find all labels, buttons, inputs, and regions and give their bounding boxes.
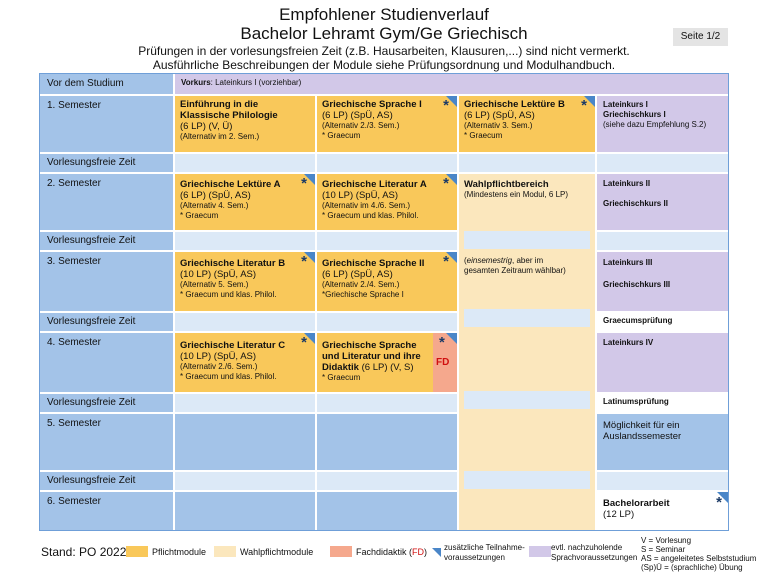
legend-fd-text: Fachdidaktik ( [356, 547, 413, 557]
row-label-semester-4: 4. Semester [40, 333, 173, 392]
legend-zusaetzlich-line: voraussetzungen [444, 553, 505, 562]
legend-fd-close: ) [424, 547, 428, 557]
vorkurs-cell [175, 74, 728, 94]
module-title: Griechische Lektüre A [180, 179, 281, 190]
module-einfuehrung-philologie [175, 96, 315, 152]
module-requirement: * Graecum [464, 131, 503, 140]
language-course: Griechischkurs II [603, 199, 668, 208]
language-course: Lateinkurs II [603, 179, 651, 188]
module-sprache-literatur-didaktik [317, 333, 433, 392]
module-title: Griechische Sprache [322, 340, 417, 351]
graecum-exam-cell [597, 313, 728, 331]
legend-swatch-fachdidaktik [330, 546, 352, 557]
language-course: Lateinkurs I [603, 100, 648, 109]
module-title: Einführung in die [180, 99, 259, 110]
vorkurs-text: : Lateinkurs I (vorziehbar) [210, 78, 302, 87]
module-title: Griechische Sprache II [322, 258, 425, 269]
legend-fachdidaktik [356, 547, 427, 558]
empty-cell [175, 313, 315, 331]
legend-fd-red: FD [412, 547, 425, 557]
language-cell-semester-2 [597, 174, 728, 230]
empty-cell [317, 472, 457, 490]
module-credits: (10 LP) (SpÜ, AS) [322, 190, 399, 201]
module-alternative: (Alternativ im 2. Sem.) [180, 132, 260, 141]
wahlpflicht-title: Wahlpflichtbereich [464, 179, 549, 190]
module-griechische-literatur-a [317, 174, 457, 230]
row-label-vor-dem-studium: Vor dem Studium [40, 74, 173, 94]
module-title: Didaktik [322, 362, 359, 373]
legend-wahlpflicht: Wahlpflichtmodule [240, 547, 314, 557]
empty-cell [317, 414, 457, 470]
empty-cell [175, 154, 315, 172]
language-cell-semester-3 [597, 252, 728, 311]
legend-evt-line: evtl. nachzuholende [551, 543, 623, 552]
wahlpflicht-subtitle: (Mindestens ein Modul, 6 LP) [464, 190, 569, 199]
legend-triangle-icon [432, 548, 441, 557]
empty-cell [317, 232, 457, 250]
note-exams: Prüfungen in der vorlesungsfreien Zeit (z.B. Hausarbeiten, Klausuren,...) sind nicht vermerkt. [138, 44, 630, 58]
language-course: Griechischkurs I [603, 110, 666, 119]
module-title: Griechische Lektüre B [464, 99, 565, 110]
row-label-vorlesungsfrei-1: Vorlesungsfreie Zeit [40, 154, 173, 172]
row-label-vorlesungsfrei-2: Vorlesungsfreie Zeit [40, 232, 173, 250]
abbreviation: V = Vorlesung [641, 536, 692, 545]
legend-swatch-wahlpflicht [214, 546, 236, 557]
legend-swatch-pflicht [126, 546, 148, 557]
latinum-exam-cell [597, 394, 728, 412]
row-label-semester-5: 5. Semester [40, 414, 173, 470]
module-griechische-sprache-2 [317, 252, 457, 311]
module-alternative: (Alternativ 2./3. Sem.) [322, 121, 400, 130]
row-label-semester-3: 3. Semester [40, 252, 173, 311]
empty-cell [459, 154, 595, 172]
module-requirement: * Graecum [322, 373, 361, 382]
module-alternative: (Alternativ 2./4. Sem.) [322, 280, 400, 289]
wahlpflicht-note-italic: einsemestrig [466, 256, 513, 265]
module-credits: (10 LP) (SpÜ, AS) [180, 269, 257, 280]
module-credits: (6 LP) (V, Ü) [180, 121, 233, 132]
auslandssemester-text: Möglichkeit für ein [603, 420, 680, 431]
empty-cell [317, 394, 457, 412]
empty-cell [597, 472, 728, 490]
asterisk-icon: * [443, 175, 449, 192]
module-credits: (10 LP) (SpÜ, AS) [180, 351, 257, 362]
module-title: Griechische Literatur C [180, 340, 286, 351]
prerequisite-marker-icon [446, 333, 457, 344]
abbreviation: AS = angeleitetes Selbststudium [641, 554, 757, 563]
vorkurs-bold: Vorkurs [181, 78, 211, 87]
module-alternative: (Alternativ 2./6. Sem.) [180, 362, 258, 371]
language-cell-semester-1 [597, 96, 728, 152]
language-course: Lateinkurs IV [603, 338, 654, 347]
page-indicator: Seite 1/2 [673, 28, 728, 46]
graecum-exam: Graecumsprüfung [603, 316, 673, 325]
legend-sprachvoraussetzungen [551, 543, 637, 563]
wahlpflicht-break [464, 471, 590, 489]
module-title: Griechische Literatur A [322, 179, 427, 190]
module-credits: (6 LP) (V, S) [358, 362, 414, 373]
asterisk-icon: * [581, 97, 587, 114]
asterisk-icon: * [443, 97, 449, 114]
empty-cell [175, 492, 315, 530]
module-title: und Literatur und ihre [322, 351, 421, 362]
stand-label: Stand: PO 2022 [41, 545, 127, 559]
empty-cell [597, 232, 728, 250]
row-label-semester-2: 2. Semester [40, 174, 173, 230]
legend-zusaetzlich-line: zusätzliche Teilnahme- [444, 543, 525, 552]
auslandssemester-text: Auslandssemester [603, 431, 682, 442]
legend-evt-line: Sprachvoraussetzungen [551, 553, 638, 562]
module-requirement: *Griechische Sprache I [322, 290, 404, 299]
module-griechische-literatur-c [175, 333, 315, 392]
module-alternative: (Alternativ 4. Sem.) [180, 201, 249, 210]
language-course: Griechischkurs III [603, 280, 671, 289]
module-griechische-lektuere-b [459, 96, 595, 152]
asterisk-icon: * [716, 494, 722, 511]
study-plan-grid [39, 73, 729, 531]
empty-cell [175, 232, 315, 250]
auslandssemester-cell [597, 414, 728, 470]
latinum-exam: Latinumsprüfung [603, 397, 669, 406]
module-alternative: (Alternativ im 4./6. Sem.) [322, 201, 411, 210]
legend-swatch-sprachvoraussetzungen [529, 546, 551, 557]
wahlpflicht-break [464, 309, 590, 327]
module-credits: (6 LP) (SpÜ, AS) [322, 110, 393, 121]
module-griechische-sprache-1 [317, 96, 457, 152]
row-label-semester-6: 6. Semester [40, 492, 173, 530]
fachdidaktik-marker [433, 333, 457, 392]
module-alternative: (Alternativ 3. Sem.) [464, 121, 533, 130]
asterisk-icon: * [301, 253, 307, 270]
wahlpflicht-note-text: gesamten Zeitraum wählbar) [464, 266, 566, 275]
module-credits: (6 LP) (SpÜ, AS) [322, 269, 393, 280]
bachelorarbeit-credits: (12 LP) [603, 509, 635, 520]
asterisk-icon: * [301, 175, 307, 192]
module-requirement: * Graecum und klas. Philol. [180, 290, 277, 299]
language-course: Lateinkurs III [603, 258, 653, 267]
module-requirement: * Graecum und klas. Philol. [180, 372, 277, 381]
page-subtitle: Bachelor Lehramt Gym/Ge Griechisch [240, 24, 528, 43]
legend-pflicht: Pflichtmodule [152, 547, 207, 557]
row-label-vorlesungsfrei-4: Vorlesungsfreie Zeit [40, 394, 173, 412]
row-label-vorlesungsfrei-5: Vorlesungsfreie Zeit [40, 472, 173, 490]
legend-zusaetzlich [444, 543, 525, 563]
note-modules: Ausführliche Beschreibungen der Module siehe Prüfungsordnung und Modulhandbuch. [152, 58, 616, 72]
bachelorarbeit-cell [597, 492, 728, 530]
legend-abbreviations [641, 536, 756, 572]
module-griechische-literatur-b [175, 252, 315, 311]
module-credits: (6 LP) (SpÜ, AS) [464, 110, 535, 121]
language-cell-semester-4 [597, 333, 728, 392]
module-griechische-lektuere-a [175, 174, 315, 230]
module-requirement: * Graecum und klas. Philol. [322, 211, 419, 220]
empty-cell [317, 313, 457, 331]
module-title: Klassische Philologie [180, 110, 278, 121]
wahlpflicht-break [464, 391, 590, 409]
asterisk-icon: * [439, 334, 445, 351]
empty-cell [317, 154, 457, 172]
empty-cell [317, 492, 457, 530]
bachelorarbeit-title: Bachelorarbeit [603, 498, 670, 509]
module-credits: (6 LP) (SpÜ, AS) [180, 190, 251, 201]
module-title: Griechische Literatur B [180, 258, 286, 269]
wahlpflicht-break [464, 231, 590, 249]
row-label-vorlesungsfrei-3: Vorlesungsfreie Zeit [40, 313, 173, 331]
row-label-semester-1: 1. Semester [40, 96, 173, 152]
module-requirement: * Graecum [322, 131, 361, 140]
wahlpflicht-note-text: , aber im [512, 256, 544, 265]
wahlpflicht-note: (einsemestrig, aber im gesamten Zeitraum wählbar) [464, 256, 566, 275]
module-alternative: (Alternativ 5. Sem.) [180, 280, 249, 289]
empty-cell [175, 414, 315, 470]
asterisk-icon: * [301, 334, 307, 351]
empty-cell [175, 472, 315, 490]
empty-cell [597, 154, 728, 172]
module-title: Griechische Sprache I [322, 99, 422, 110]
asterisk-icon: * [443, 253, 449, 270]
module-requirement: * Graecum [180, 211, 219, 220]
language-note: (siehe dazu Empfehlung S.2) [603, 120, 707, 129]
empty-cell [175, 394, 315, 412]
fd-label: FD [436, 357, 450, 368]
page-title: Empfohlener Studienverlauf [279, 5, 489, 24]
abbreviation: S = Seminar [641, 545, 686, 554]
abbreviation: (Sp)Ü = (sprachliche) Übung [641, 563, 743, 572]
